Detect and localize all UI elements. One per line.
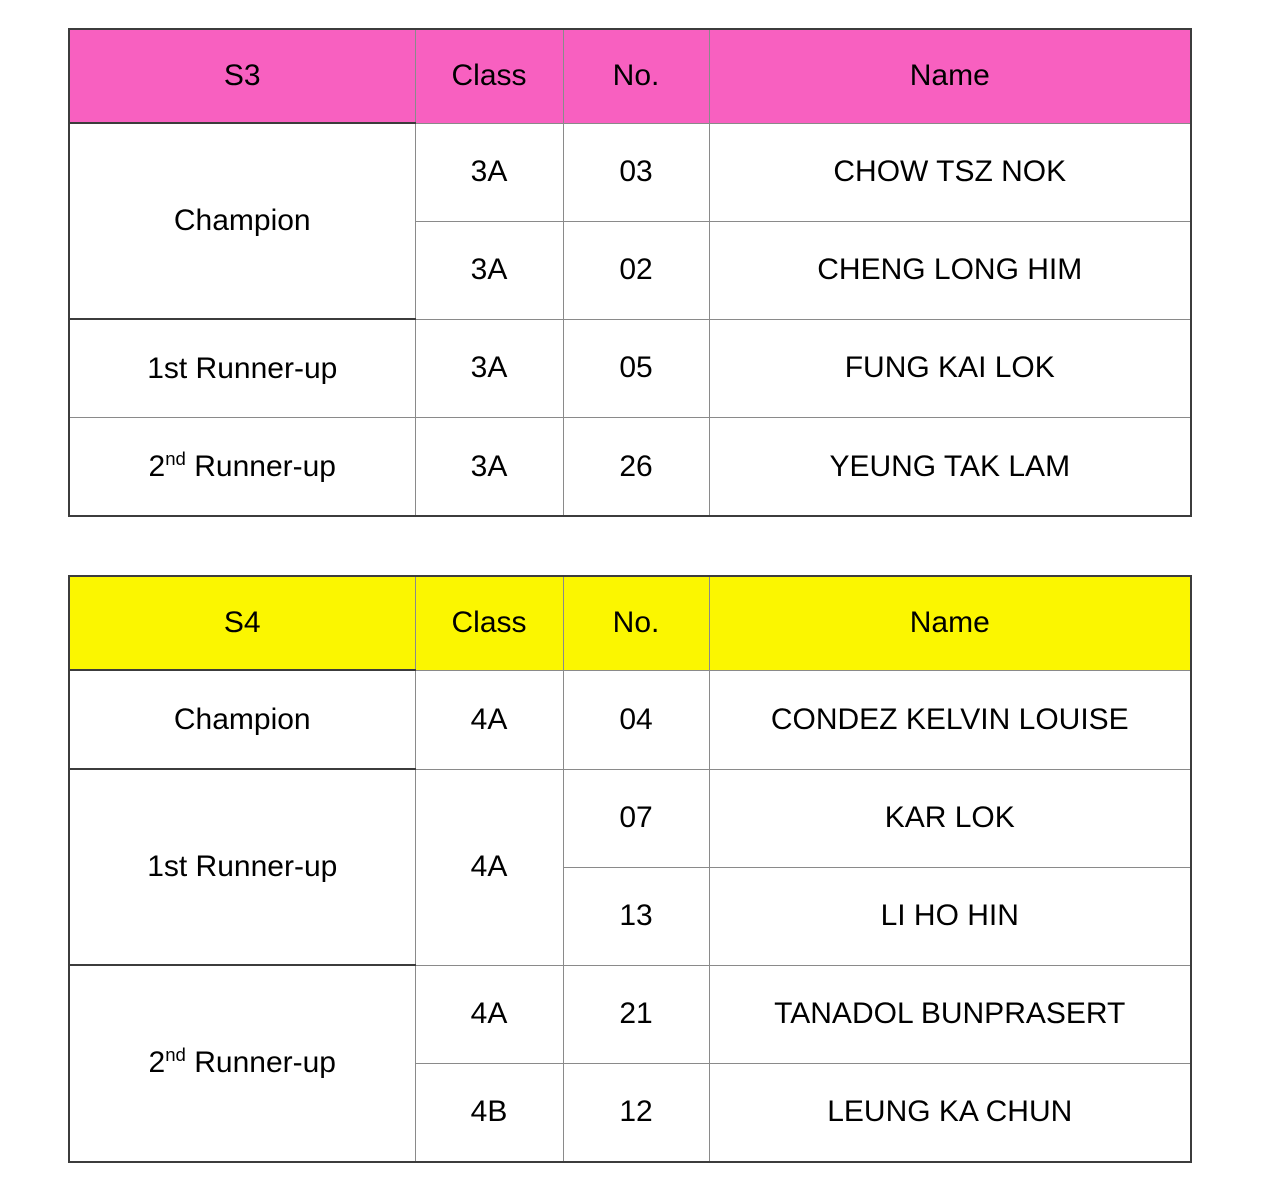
cell-name: CHOW TSZ NOK xyxy=(709,123,1191,221)
cell-no: 05 xyxy=(563,319,709,418)
s3-table-body xyxy=(69,123,1191,516)
cell-class: 4A xyxy=(415,769,563,965)
s4-results-table xyxy=(68,575,1192,1163)
s4-class-header: Class xyxy=(415,576,563,670)
award-ordinal-suffix: nd xyxy=(165,1044,186,1066)
table-row xyxy=(69,123,1191,221)
s3-no-header: No. xyxy=(563,29,709,123)
cell-no: 02 xyxy=(563,221,709,319)
s3-name-header: Name xyxy=(709,29,1191,123)
s3-class-header: Class xyxy=(415,29,563,123)
s3-results-table xyxy=(68,28,1192,517)
cell-name: LI HO HIN xyxy=(709,867,1191,965)
s4-group-header: S4 xyxy=(69,576,415,670)
cell-name: CHENG LONG HIM xyxy=(709,221,1191,319)
cell-name: FUNG KAI LOK xyxy=(709,319,1191,418)
award-label-first-runner-up: 1st Runner-up xyxy=(69,319,415,418)
cell-no: 07 xyxy=(563,769,709,867)
cell-no: 21 xyxy=(563,965,709,1063)
s4-table-header xyxy=(69,576,1191,670)
cell-class: 4B xyxy=(415,1063,563,1162)
cell-no: 13 xyxy=(563,867,709,965)
award-ordinal-suffix: nd xyxy=(165,447,186,469)
cell-class: 4A xyxy=(415,965,563,1063)
cell-no: 03 xyxy=(563,123,709,221)
table-row xyxy=(69,965,1191,1063)
award-label-second-runner-up: 2nd Runner-up xyxy=(69,418,415,517)
table-spacer xyxy=(68,517,1190,575)
s3-table-header xyxy=(69,29,1191,123)
cell-class: 3A xyxy=(415,123,563,221)
cell-no: 26 xyxy=(563,418,709,517)
award-label-second-runner-up: 2nd Runner-up xyxy=(69,965,415,1162)
award-label-first-runner-up: 1st Runner-up xyxy=(69,769,415,965)
cell-class: 3A xyxy=(415,221,563,319)
table-row xyxy=(69,418,1191,517)
cell-class: 3A xyxy=(415,418,563,517)
table-header-row xyxy=(69,576,1191,670)
cell-name: KAR LOK xyxy=(709,769,1191,867)
s3-group-header: S3 xyxy=(69,29,415,123)
s4-table-body xyxy=(69,670,1191,1162)
cell-name: CONDEZ KELVIN LOUISE xyxy=(709,670,1191,769)
cell-name: LEUNG KA CHUN xyxy=(709,1063,1191,1162)
award-label-champion: Champion xyxy=(69,670,415,769)
cell-name: YEUNG TAK LAM xyxy=(709,418,1191,517)
table-row xyxy=(69,319,1191,418)
cell-name: TANADOL BUNPRASERT xyxy=(709,965,1191,1063)
s4-no-header: No. xyxy=(563,576,709,670)
award-label-champion: Champion xyxy=(69,123,415,319)
table-row xyxy=(69,670,1191,769)
table-row xyxy=(69,769,1191,867)
cell-class: 4A xyxy=(415,670,563,769)
s4-name-header: Name xyxy=(709,576,1191,670)
cell-class: 3A xyxy=(415,319,563,418)
cell-no: 12 xyxy=(563,1063,709,1162)
cell-no: 04 xyxy=(563,670,709,769)
table-header-row xyxy=(69,29,1191,123)
